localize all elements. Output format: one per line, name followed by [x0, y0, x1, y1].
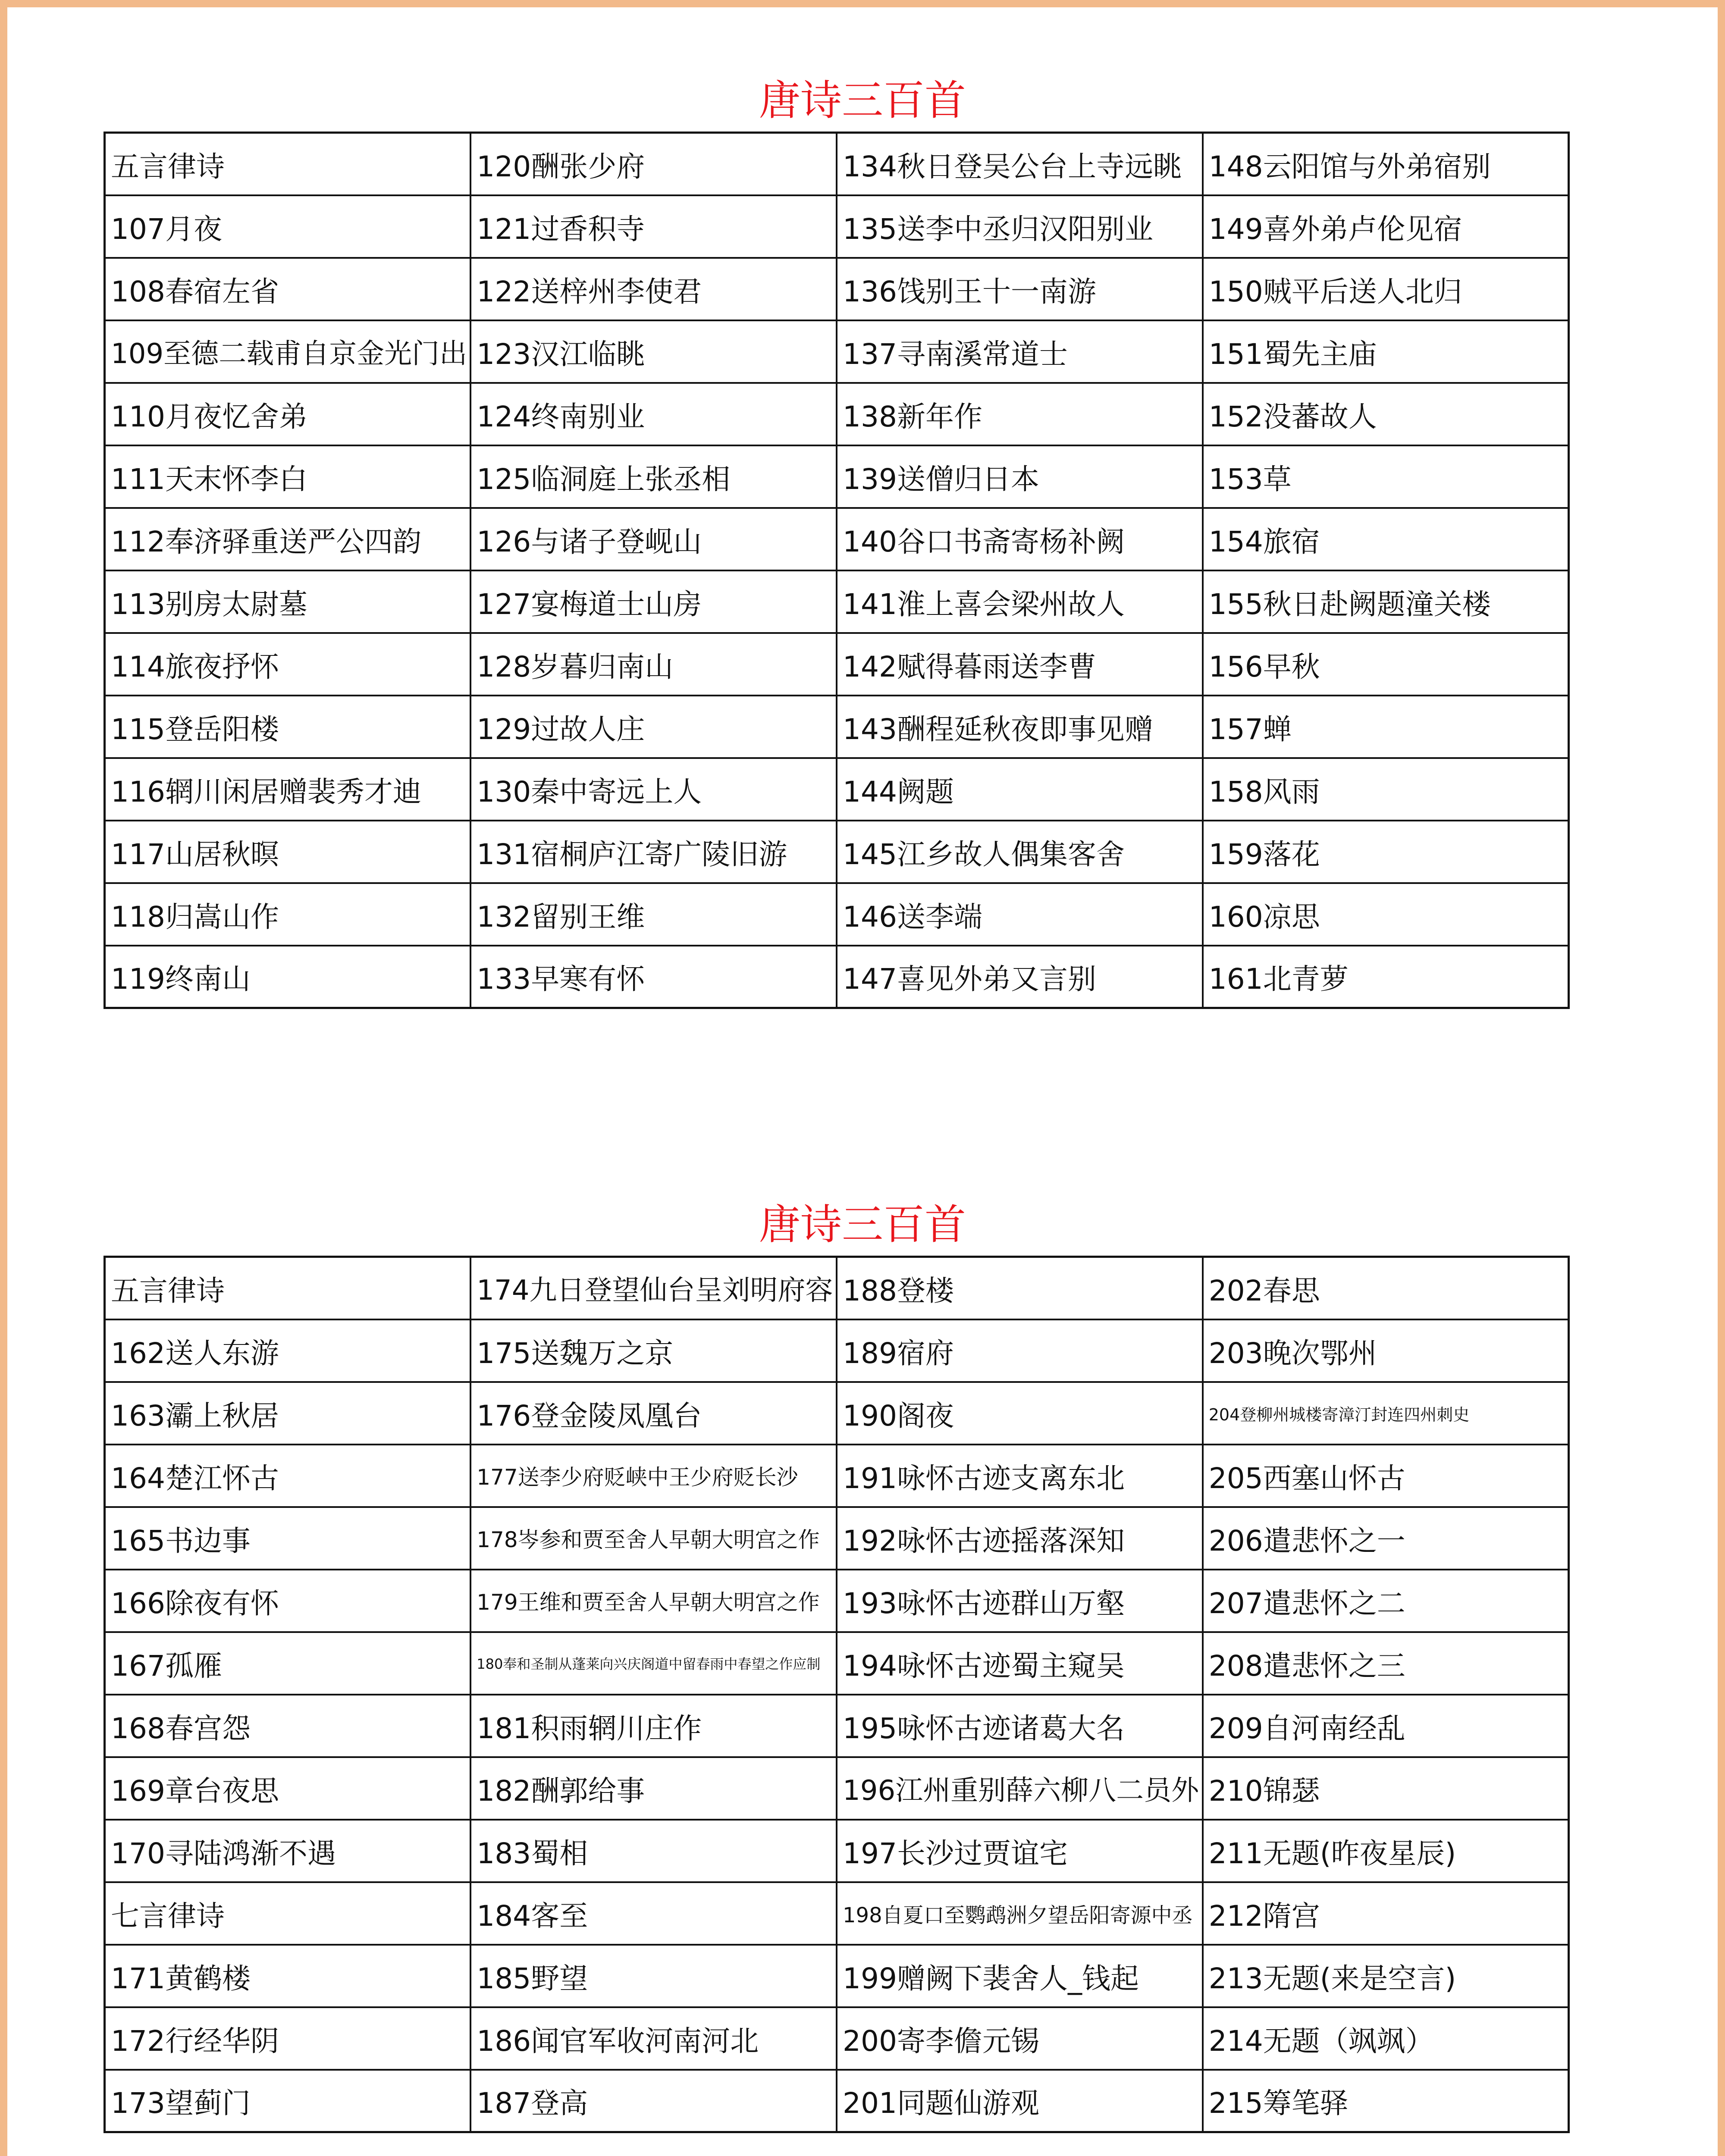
table-cell: 155秋日赴阙题潼关楼 — [1203, 570, 1569, 633]
table-cell: 211无题(昨夜星辰) — [1203, 1820, 1569, 1882]
table-cell: 131宿桐庐江寄广陵旧游 — [470, 821, 837, 883]
table-cell: 176登金陵凤凰台 — [470, 1382, 837, 1445]
table-row — [105, 1820, 1569, 1882]
table-row — [105, 2070, 1569, 2132]
table-row — [105, 1319, 1569, 1382]
table-cell: 210锦瑟 — [1203, 1757, 1569, 1820]
table-row — [105, 1632, 1569, 1695]
table-row — [105, 1257, 1569, 1319]
table-cell: 147喜见外弟又言别 — [837, 946, 1203, 1008]
section-title: 唐诗三百首 — [759, 1200, 966, 1249]
table-cell: 170寻陆鸿渐不遇 — [105, 1820, 471, 1882]
table-cell: 165书边事 — [105, 1507, 471, 1570]
table-cell: 208遣悲怀之三 — [1203, 1632, 1569, 1695]
table-cell: 173望蓟门 — [105, 2070, 471, 2132]
table-row — [105, 1757, 1569, 1820]
table-cell: 167孤雁 — [105, 1632, 471, 1695]
table-cell: 138新年作 — [837, 383, 1203, 445]
poem-table — [104, 132, 1570, 1009]
table-cell: 205西塞山怀古 — [1203, 1445, 1569, 1507]
table-cell: 194咏怀古迹蜀主窥吴 — [837, 1632, 1203, 1695]
table-cell: 182酬郭给事 — [470, 1757, 837, 1820]
table-row — [105, 445, 1569, 508]
table-row — [105, 1945, 1569, 2007]
table-cell: 114旅夜抒怀 — [105, 633, 471, 696]
table-cell: 112奉济驿重送严公四韵 — [105, 508, 471, 570]
table-cell: 190阁夜 — [837, 1382, 1203, 1445]
table-cell: 136饯别王十一南游 — [837, 258, 1203, 320]
table-cell: 192咏怀古迹摇落深知 — [837, 1507, 1203, 1570]
table-cell: 202春思 — [1203, 1257, 1569, 1319]
table-cell: 五言律诗 — [105, 1257, 471, 1319]
table-cell: 187登高 — [470, 2070, 837, 2132]
table-cell: 123汉江临眺 — [470, 320, 837, 383]
table-cell: 144阙题 — [837, 758, 1203, 821]
table-cell: 196江州重别薛六柳八二员外 — [837, 1757, 1203, 1820]
table-cell: 120酬张少府 — [470, 133, 837, 195]
table-cell: 184客至 — [470, 1882, 837, 1945]
table-row — [105, 1382, 1569, 1445]
table-cell: 142赋得暮雨送李曹 — [837, 633, 1203, 696]
table-cell: 174九日登望仙台呈刘明府容 — [470, 1257, 837, 1319]
table-cell: 175送魏万之京 — [470, 1319, 837, 1382]
table-cell: 116辋川闲居赠裴秀才迪 — [105, 758, 471, 821]
table-cell: 143酬程延秋夜即事见赠 — [837, 696, 1203, 758]
table-cell: 154旅宿 — [1203, 508, 1569, 570]
table-row — [105, 758, 1569, 821]
table-row — [105, 2007, 1569, 2070]
table-cell: 209自河南经乱 — [1203, 1695, 1569, 1757]
table-row — [105, 1507, 1569, 1570]
table-cell: 171黄鹤楼 — [105, 1945, 471, 2007]
table-cell: 193咏怀古迹群山万壑 — [837, 1570, 1203, 1632]
table-row — [105, 946, 1569, 1008]
table-row — [105, 633, 1569, 696]
poem-table — [104, 1256, 1570, 2133]
table-cell: 151蜀先主庙 — [1203, 320, 1569, 383]
table-cell: 207遣悲怀之二 — [1203, 1570, 1569, 1632]
table-cell: 177送李少府贬峡中王少府贬长沙 — [470, 1445, 837, 1507]
table-cell: 130秦中寄远上人 — [470, 758, 837, 821]
table-cell: 168春宫怨 — [105, 1695, 471, 1757]
table-row — [105, 883, 1569, 946]
table-cell: 146送李端 — [837, 883, 1203, 946]
table-cell: 161北青萝 — [1203, 946, 1569, 1008]
table-cell: 213无题(来是空言) — [1203, 1945, 1569, 2007]
table-cell: 156早秋 — [1203, 633, 1569, 696]
table-cell: 200寄李儋元锡 — [837, 2007, 1203, 2070]
table-cell: 157蝉 — [1203, 696, 1569, 758]
table-cell: 181积雨辋川庄作 — [470, 1695, 837, 1757]
table-cell: 139送僧归日本 — [837, 445, 1203, 508]
table-cell: 179王维和贾至舍人早朝大明宫之作 — [470, 1570, 837, 1632]
table-cell: 158风雨 — [1203, 758, 1569, 821]
table-cell: 172行经华阴 — [105, 2007, 471, 2070]
table-cell: 212隋宫 — [1203, 1882, 1569, 1945]
table-cell: 110月夜忆舍弟 — [105, 383, 471, 445]
table-cell: 201同题仙游观 — [837, 2070, 1203, 2132]
table-cell: 197长沙过贾谊宅 — [837, 1820, 1203, 1882]
section-title: 唐诗三百首 — [759, 76, 966, 125]
table-cell: 121过香积寺 — [470, 195, 837, 258]
table-cell: 188登楼 — [837, 1257, 1203, 1319]
table-row — [105, 1570, 1569, 1632]
table-cell: 113别房太尉墓 — [105, 570, 471, 633]
table-cell: 178岑参和贾至舍人早朝大明宫之作 — [470, 1507, 837, 1570]
table-row — [105, 508, 1569, 570]
table-cell: 180奉和圣制从蓬莱向兴庆阁道中留春雨中春望之作应制 — [470, 1632, 837, 1695]
table-cell: 137寻南溪常道士 — [837, 320, 1203, 383]
table-cell: 107月夜 — [105, 195, 471, 258]
table-row — [105, 696, 1569, 758]
table-cell: 111天末怀李白 — [105, 445, 471, 508]
table-cell: 186闻官军收河南河北 — [470, 2007, 837, 2070]
table-cell: 134秋日登吴公台上寺远眺 — [837, 133, 1203, 195]
table-cell: 203晚次鄂州 — [1203, 1319, 1569, 1382]
table-cell: 108春宿左省 — [105, 258, 471, 320]
table-cell: 191咏怀古迹支离东北 — [837, 1445, 1203, 1507]
table-cell: 159落花 — [1203, 821, 1569, 883]
table-cell: 115登岳阳楼 — [105, 696, 471, 758]
table-cell: 127宴梅道士山房 — [470, 570, 837, 633]
table-cell: 133早寒有怀 — [470, 946, 837, 1008]
table-cell: 122送梓州李使君 — [470, 258, 837, 320]
table-cell: 199赠阙下裴舍人_钱起 — [837, 1945, 1203, 2007]
table-cell: 189宿府 — [837, 1319, 1203, 1382]
table-cell: 150贼平后送人北归 — [1203, 258, 1569, 320]
table-cell: 163灞上秋居 — [105, 1382, 471, 1445]
table-cell: 132留别王维 — [470, 883, 837, 946]
table-cell: 195咏怀古迹诸葛大名 — [837, 1695, 1203, 1757]
table-row — [105, 133, 1569, 195]
table-cell: 129过故人庄 — [470, 696, 837, 758]
table-cell: 135送李中丞归汉阳别业 — [837, 195, 1203, 258]
table-cell: 124终南别业 — [470, 383, 837, 445]
table-cell: 166除夜有怀 — [105, 1570, 471, 1632]
table-cell: 152没蕃故人 — [1203, 383, 1569, 445]
table-cell: 183蜀相 — [470, 1820, 837, 1882]
table-cell: 141淮上喜会梁州故人 — [837, 570, 1203, 633]
table-cell: 119终南山 — [105, 946, 471, 1008]
table-cell: 162送人东游 — [105, 1319, 471, 1382]
table-cell: 160凉思 — [1203, 883, 1569, 946]
table-cell: 126与诸子登岘山 — [470, 508, 837, 570]
table-cell: 145江乡故人偶集客舍 — [837, 821, 1203, 883]
table-cell: 153草 — [1203, 445, 1569, 508]
table-cell: 215筹笔驿 — [1203, 2070, 1569, 2132]
table-row — [105, 383, 1569, 445]
table-row — [105, 320, 1569, 383]
table-cell: 七言律诗 — [105, 1882, 471, 1945]
table-row — [105, 1695, 1569, 1757]
table-cell: 118归嵩山作 — [105, 883, 471, 946]
table-cell: 164楚江怀古 — [105, 1445, 471, 1507]
table-cell: 140谷口书斋寄杨补阙 — [837, 508, 1203, 570]
table-cell: 198自夏口至鹦鹉洲夕望岳阳寄源中丞 — [837, 1882, 1203, 1945]
table-cell: 149喜外弟卢伦见宿 — [1203, 195, 1569, 258]
table-cell: 148云阳馆与外弟宿别 — [1203, 133, 1569, 195]
table-row — [105, 195, 1569, 258]
table-cell: 128岁暮归南山 — [470, 633, 837, 696]
table-cell: 109至德二载甫自京金光门出 — [105, 320, 471, 383]
table-cell: 117山居秋暝 — [105, 821, 471, 883]
table-cell: 185野望 — [470, 1945, 837, 2007]
table-cell: 214无题（飒飒） — [1203, 2007, 1569, 2070]
table-row — [105, 570, 1569, 633]
table-cell: 169章台夜思 — [105, 1757, 471, 1820]
table-row — [105, 821, 1569, 883]
table-row — [105, 1445, 1569, 1507]
table-cell: 125临洞庭上张丞相 — [470, 445, 837, 508]
table-row — [105, 258, 1569, 320]
table-cell: 206遣悲怀之一 — [1203, 1507, 1569, 1570]
table-cell: 五言律诗 — [105, 133, 471, 195]
table-cell: 204登柳州城楼寄漳汀封连四州刺史 — [1203, 1382, 1569, 1445]
table-row — [105, 1882, 1569, 1945]
